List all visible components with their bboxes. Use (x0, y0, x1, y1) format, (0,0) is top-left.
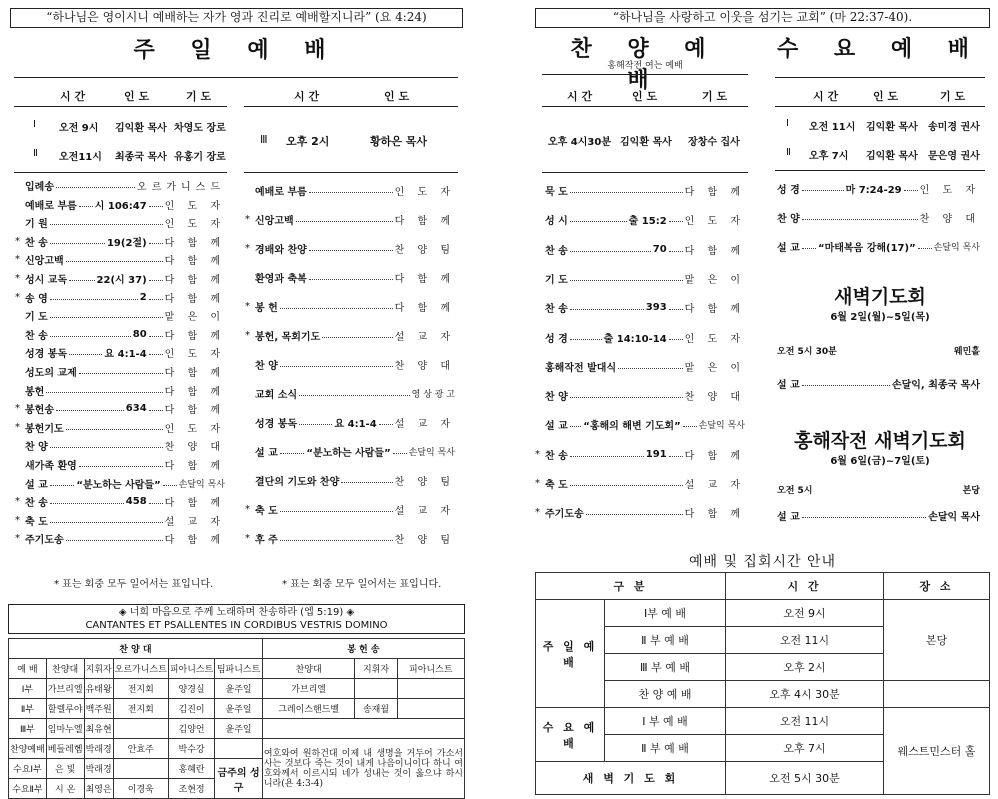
order-item-detail: 19(2절) (106, 237, 147, 249)
order-item (255, 531, 455, 546)
order-item-name: 성경 봉독 (25, 349, 68, 361)
order-item-name: 찬 송 (545, 450, 568, 462)
order-item (545, 447, 745, 462)
order-item (255, 415, 455, 430)
dawn-time: 오전 5시 30분 (777, 347, 837, 357)
order-item-person: 다 함 께 (164, 256, 225, 268)
col-header-leader: 인 도 (124, 90, 150, 103)
order-item (545, 476, 745, 491)
order-item (25, 308, 225, 323)
order-item-name: 교회 소식 (255, 390, 298, 401)
standing-mark: * (15, 496, 20, 508)
order-item-person: 찬 양 대 (919, 214, 980, 225)
choir-col-header: 팀파니스트 (215, 659, 263, 679)
order-item (25, 476, 225, 491)
choir-col-header: 지휘자 (355, 659, 397, 679)
order-item-name: 찬 송 (25, 330, 48, 342)
order-item (255, 357, 455, 372)
order-item-person: 오르가니스드 (137, 182, 225, 193)
order-item-detail: 458 (125, 496, 147, 508)
order-item-name: 설 교 (255, 448, 278, 459)
choir-col-header: 지휘자 (84, 659, 113, 679)
order-item (25, 234, 225, 249)
standing-mark: * (535, 448, 540, 460)
order-item-name: 찬 양 (25, 442, 48, 454)
standing-mark: * (535, 478, 540, 489)
order-item-person: 손달익 목사 (178, 479, 225, 490)
order-item-detail: 70 (652, 243, 667, 255)
order-item (25, 513, 225, 528)
order-item-name: 찬 송 (25, 237, 48, 249)
sched-sunday-label: 주 일 예 배 (536, 600, 605, 708)
order-item (255, 183, 455, 198)
order-item (25, 364, 225, 379)
col-header-prayer: 기 도 (186, 90, 212, 103)
dawn-date: 6월 2일(월)~5일(목) (830, 312, 930, 323)
order-item-name: 송 영 (25, 293, 48, 305)
service3-time: 오후 2시 (286, 135, 330, 148)
order-item-name: 신앙고백 (255, 216, 294, 227)
order-item (545, 359, 745, 374)
order-item (255, 212, 455, 227)
order-item-detail: 출 15:2 (628, 216, 667, 228)
order-item-name: 봉헌, 목회기도 (255, 332, 321, 343)
choir-col-header: 찬양대 (262, 659, 355, 679)
red-sea-sermon-row: 설 교 손달익 목사 (777, 512, 980, 523)
order-item-name: 경배와 찬양 (255, 245, 307, 256)
order-item-person: 찬 양 팀 (394, 245, 455, 256)
order-item-name: 후 주 (255, 535, 278, 546)
standing-mark: * (535, 507, 540, 519)
table-row: 수요Ⅱ부 시 온 최영은 이경욱 조현정 (9, 779, 465, 799)
order-item-detail: “분노하는 사람들” (306, 448, 391, 459)
order-item-person: 다 함 께 (394, 274, 455, 285)
wed-header-time: 시 간 (813, 90, 839, 103)
standing-mark: * (15, 254, 20, 266)
order-item-detail: 마 7:24-29 (845, 185, 902, 196)
order-item (25, 531, 225, 546)
order-item-detail: “마태복음 강해(17)” (818, 243, 916, 254)
order-item-name: 축 도 (255, 506, 278, 517)
order-item-detail: 출 14:10-14 (603, 333, 667, 345)
order-item-name: 찬 양 (545, 392, 568, 404)
col2-header-time: 시 간 (294, 90, 320, 103)
choir-group-header: 찬 양 대 (9, 639, 263, 659)
order-item-name: 예배로 부름 (25, 200, 77, 212)
service-num: Ⅱ (33, 148, 38, 159)
divider (14, 77, 458, 78)
order-item-detail: 시 106:47 (94, 200, 147, 212)
order-item-name: 기 도 (545, 274, 568, 286)
praise-prayer: 장창수 집사 (688, 137, 740, 148)
standing-mark: * (245, 243, 250, 254)
order-item-name: 새가족 환영 (25, 461, 77, 472)
order-item-person: 다 함 께 (164, 535, 225, 547)
order-item (25, 290, 225, 305)
order-item (25, 197, 225, 212)
order-item-detail: “홍해의 해변 기도회” (583, 421, 681, 433)
order-item (25, 327, 225, 342)
standing-mark: * (245, 504, 250, 515)
wed-service-num: Ⅱ (786, 147, 791, 158)
order-item-person: 다 함 께 (164, 237, 225, 249)
order-item-name: 설 교 (777, 243, 800, 254)
order-item (255, 444, 455, 459)
table-row: Ⅱ부 할렐루야 백주원 전지회 김진이 윤주일 그레이스핸드벨 송재월 (9, 699, 465, 719)
order-item-person: 다 함 께 (684, 304, 745, 316)
order-item-detail: 요 4:1-4 (104, 349, 147, 361)
order-item (255, 241, 455, 256)
col2-header-leader: 인 도 (384, 90, 410, 103)
order-item-person: 인 도 자 (164, 200, 225, 212)
dawn-title: 새벽기도회 (834, 286, 926, 308)
order-item-detail: “분노하는 사람들” (76, 479, 161, 491)
order-item-name: 예배로 부름 (255, 187, 307, 198)
choir-col-header: 피아니스트 (397, 659, 464, 679)
left-verse-box (10, 8, 463, 28)
order-item-person: 다 함 께 (164, 386, 225, 398)
order-item (777, 181, 980, 196)
order-item-name: 찬 송 (545, 245, 568, 257)
order-item-person: 다 함 께 (164, 330, 225, 342)
wed-service-num: Ⅰ (786, 118, 789, 129)
order-item-person: 인 도 자 (164, 219, 225, 231)
praise-leader: 김익환 목사 (620, 137, 672, 148)
standing-mark: * (15, 291, 20, 303)
order-item (25, 494, 225, 509)
order-item (545, 388, 745, 403)
order-item (25, 178, 225, 193)
order-item-person: 다 함 께 (684, 450, 745, 462)
standing-mark: * (15, 421, 20, 433)
order-item-person: 설 교 자 (164, 516, 225, 528)
red-sea-dawn-place: 본당 (962, 486, 980, 496)
praise-time: 오후 4시30분 (548, 137, 611, 148)
order-item (545, 300, 745, 315)
praise-header-time: 시 간 (567, 90, 593, 103)
service-prayer: 차영도 장로 (174, 123, 226, 134)
service-prayer: 유홍기 장로 (174, 152, 226, 163)
order-item-name: 성도의 교제 (25, 368, 77, 379)
order-item-person: 다 함 께 (164, 275, 225, 286)
service-num: Ⅰ (33, 119, 36, 130)
order-item-person: 인 도 자 (684, 333, 745, 345)
order-item (25, 271, 225, 286)
red-sea-dawn-date: 6월 6일(금)~7일(토) (830, 456, 930, 467)
order-item-person: 맡 은 이 (684, 274, 745, 286)
wed-header-leader: 인 도 (873, 90, 899, 103)
order-item-name: 성 경 (545, 333, 568, 345)
order-item-detail: 634 (125, 403, 147, 415)
service3-num: Ⅲ (260, 133, 268, 146)
order-item (25, 457, 225, 472)
table-row: 찬양예배 베들레헴 박래경 안효주 박수강 여호와여 원하건대 이제 내 생명을 거두어 가소서 사는 것보다 죽는 것이 내게 나음이니이다 하니 여호와께서 이르시되 네가 성내는 것이 옳으냐 하시니라(욘 4:3-4) (9, 739, 465, 759)
order-item (25, 345, 225, 360)
order-item (25, 420, 225, 435)
left-verse: “하나님은 영이시니 예배하는 자가 영과 진리로 예배할지니라” (요 4:24) (46, 10, 427, 24)
service-leader: 최종국 목사 (115, 152, 167, 163)
motto-korean: ◈ 너희 마음으로 주께 노래하며 찬송하라 (엡 5:19) ◈ (118, 607, 355, 618)
standing-note: * 표는 회중 모두 일어서는 표입니다. (54, 579, 214, 590)
choir-col-header: 찬양대 (46, 659, 84, 679)
table-row: Ⅰ부 가브리엘 유태왕 전지회 양경실 윤주일 가브리엘 (9, 679, 465, 699)
order-item-person: 손달익 목사 (698, 421, 745, 432)
order-item (545, 330, 745, 345)
order-item-name: 입례송 (25, 182, 54, 193)
right-verse-box (535, 8, 990, 28)
sched-sunday-place: 본당 (884, 600, 990, 681)
standing-mark: * (245, 330, 250, 341)
order-item-person: 다 함 께 (164, 405, 225, 417)
wed-service-leader: 김익환 목사 (866, 151, 918, 162)
motto-latin: CANTANTES ET PSALLENTES IN CORDIBUS VESTRIS DOMINO (85, 620, 388, 631)
order-item-name: 설 교 (25, 479, 48, 491)
sched-header-category: 구 분 (536, 573, 726, 600)
order-item-detail: 22(시 37) (96, 275, 147, 286)
praise-header-prayer: 기 도 (702, 90, 728, 103)
order-item-name: 성시 교독 (25, 275, 68, 286)
wed-service-prayer: 문은영 권사 (928, 151, 980, 162)
order-item-name: 찬 양 (777, 214, 800, 225)
order-item-name: 봉 헌 (255, 303, 278, 314)
standing-mark: * (15, 533, 20, 545)
order-item (545, 271, 745, 286)
order-item-name: 봉헌송 (25, 405, 54, 417)
order-item (255, 473, 455, 488)
standing-mark: * (15, 403, 20, 415)
order-item-person: 설 교 자 (684, 480, 745, 491)
order-item-person: 다 함 께 (684, 509, 745, 521)
order-item-name: 기 도 (25, 312, 48, 324)
red-sea-dawn-time: 오전 5시 (777, 486, 813, 496)
order-item-detail: 393 (645, 302, 667, 314)
order-item (25, 215, 225, 230)
order-item-person: 다 함 께 (684, 187, 745, 198)
order-item-name: 찬 양 (255, 361, 278, 372)
order-item (25, 383, 225, 398)
order-item-person: 찬 양 대 (394, 361, 455, 372)
order-item-person: 인 도 자 (919, 185, 980, 196)
choir-col-header: 피아니스트 (168, 659, 214, 679)
service3-leader: 황하은 목사 (370, 135, 427, 148)
service-time: 오전 9시 (59, 123, 99, 134)
sched-dawn-time: 오전 5시 30분 (726, 762, 884, 795)
dawn-sermon-row: 설 교 손달익, 최종국 목사 (777, 380, 980, 391)
choir-col-header: 예 배 (9, 659, 47, 679)
order-item-detail: 2 (139, 291, 147, 303)
wed-service-leader: 김익환 목사 (866, 122, 918, 133)
order-item-person: 찬 양 팀 (394, 477, 455, 488)
order-item-name: 찬 송 (25, 498, 48, 510)
wed-service-time: 오전 11시 (809, 122, 856, 133)
table-row: 수요Ⅰ부 은 빛 박래경 홍혜란 금주의 성구 (9, 759, 465, 779)
sunday-title: 주 일 예 배 (133, 38, 340, 63)
standing-mark: * (15, 273, 20, 284)
order-item-person: 맡 은 이 (164, 312, 225, 324)
order-item-name: 성 경 (777, 185, 800, 196)
order-item-person: 손달익 목사 (933, 243, 980, 253)
order-item-name: 성경 봉독 (255, 419, 298, 430)
service-time: 오전11시 (59, 152, 102, 163)
order-item (545, 417, 745, 432)
choir-col-header: 오르가니스트 (113, 659, 168, 679)
right-verse: “하나님을 사랑하고 이웃을 섬기는 교회” (마 22:37-40). (612, 10, 913, 24)
order-item-person: 다 함 께 (164, 461, 225, 472)
order-item (545, 183, 745, 198)
order-item-name: 주기도송 (25, 535, 64, 547)
order-item-person: 찬 양 대 (164, 442, 225, 454)
order-item-person: 설 교 자 (394, 506, 455, 517)
order-item-person: 설 교 자 (394, 332, 455, 343)
order-item (255, 502, 455, 517)
order-item-person: 손달익 목사 (408, 448, 455, 458)
order-item (255, 328, 455, 343)
wed-header-prayer: 기 도 (940, 90, 966, 103)
order-item-person: 다 함 께 (684, 245, 745, 257)
wed-service-time: 오후 7시 (809, 151, 849, 162)
order-item-name: 찬 송 (545, 304, 568, 316)
weekly-verse-text: 여호와여 원하건대 이제 내 생명을 거두어 가소서 사는 것보다 죽는 것이 내게 나음이니이다 하니 여호와께서 이르시되 네가 성내는 것이 옳으냐 하시니라(욘 4:3-4) (262, 739, 464, 799)
table-row: Ⅲ부 임마누엘 최유현 김양언 윤주일 (9, 719, 465, 739)
praise-title: 찬 양 예 배 (570, 37, 720, 93)
order-item (255, 270, 455, 285)
order-item (25, 438, 225, 453)
order-item-person: 다 함 께 (164, 293, 225, 305)
order-item-person: 인 도 자 (394, 187, 455, 198)
order-item-person: 찬 양 대 (684, 392, 745, 404)
order-item-name: 축 도 (545, 480, 568, 491)
praise-header-leader: 인 도 (632, 90, 658, 103)
order-item-name: 주기도송 (545, 509, 584, 521)
order-item-name: 봉헌기도 (25, 423, 64, 435)
order-item (777, 239, 980, 254)
order-item (545, 505, 745, 520)
order-item (255, 386, 455, 401)
order-item (777, 210, 980, 225)
order-item-person: 인 도 자 (164, 349, 225, 361)
standing-mark: * (245, 301, 250, 312)
wednesday-title: 수 요 예 배 (777, 37, 983, 62)
order-item-person: 다 함 께 (394, 216, 455, 227)
order-item-detail: 191 (645, 448, 667, 460)
order-item-name: 봉헌 (25, 386, 45, 398)
order-item-person: 인 도 자 (684, 216, 745, 228)
order-item-person: 찬 양 팀 (394, 535, 455, 546)
standing-mark: * (15, 235, 20, 247)
order-item-person: 인 도 자 (164, 423, 225, 435)
motto-box (8, 604, 465, 634)
choir-table (8, 638, 465, 799)
order-item-person: 다 함 께 (164, 498, 225, 510)
order-item-name: 축 도 (25, 516, 48, 528)
standing-note-2: * 표는 회중 모두 일어서는 표입니다. (282, 579, 442, 590)
order-item-name: 묵 도 (545, 187, 568, 198)
weekly-verse-label: 금주의 성구 (215, 759, 263, 799)
sched-wednesday-place: 웨스트민스터 홀 (884, 708, 990, 795)
order-item-person: 다 함 께 (394, 303, 455, 314)
order-item-detail: 요 4:1-4 (334, 419, 377, 430)
order-item-person: 다 함 께 (164, 368, 225, 379)
order-item (25, 252, 225, 267)
order-item (545, 212, 745, 227)
sched-header-place: 장 소 (884, 573, 990, 600)
schedule-table: 구 분 시 간 장 소 주 일 예 배 Ⅰ부 예 배 오전 9시 본당 Ⅱ 부 예 배 오전 11시 Ⅲ 부 예 배 오후 2시 찬 양 예 배 오후 4시 30분 수 요 예 배 Ⅰ 부 예 배 오전 11시 웨스트민스터 홀 Ⅱ 부 예 배 오후 7시 새 벽 기 도 회 오전 5시 30분 (535, 572, 990, 795)
order-item (25, 401, 225, 416)
order-item (255, 299, 455, 314)
standing-mark: * (245, 214, 250, 225)
order-item-name: 환영과 축복 (255, 274, 307, 285)
order-item-name: 설 교 (545, 421, 568, 433)
order-item-detail: 80 (132, 328, 147, 340)
red-sea-dawn-title: 홍해작전 새벽기도회 (794, 430, 966, 452)
order-item-name: 신앙고백 (25, 256, 64, 268)
order-item-name: 홍해작전 발대식 (545, 362, 617, 374)
sched-header-time: 시 간 (726, 573, 884, 600)
dawn-place: 웨민홀 (953, 347, 980, 357)
order-item-name: 성 시 (545, 216, 568, 228)
order-item (545, 242, 745, 257)
sched-wednesday-label: 수 요 예 배 (536, 708, 605, 762)
offering-group-header: 봉 헌 송 (262, 639, 464, 659)
wed-service-prayer: 송미경 권사 (928, 122, 980, 133)
order-item-name: 결단의 기도와 찬양 (255, 477, 340, 488)
standing-mark: * (15, 514, 20, 526)
praise-subtitle: 홍해작전 여는 예배 (607, 61, 683, 71)
order-item-person: 설 교 자 (394, 419, 455, 430)
order-item-person: 맡 은 이 (684, 362, 745, 374)
col-header-time: 시 간 (60, 90, 86, 103)
service-leader: 김익환 목사 (115, 123, 167, 134)
schedule-title: 예배 및 집회시간 안내 (688, 554, 837, 570)
order-item-name: 기 원 (25, 219, 48, 231)
standing-mark: * (245, 533, 250, 544)
sched-dawn-label: 새 벽 기 도 회 (536, 762, 726, 795)
order-item-person: 영 상 광 고 (411, 390, 455, 400)
